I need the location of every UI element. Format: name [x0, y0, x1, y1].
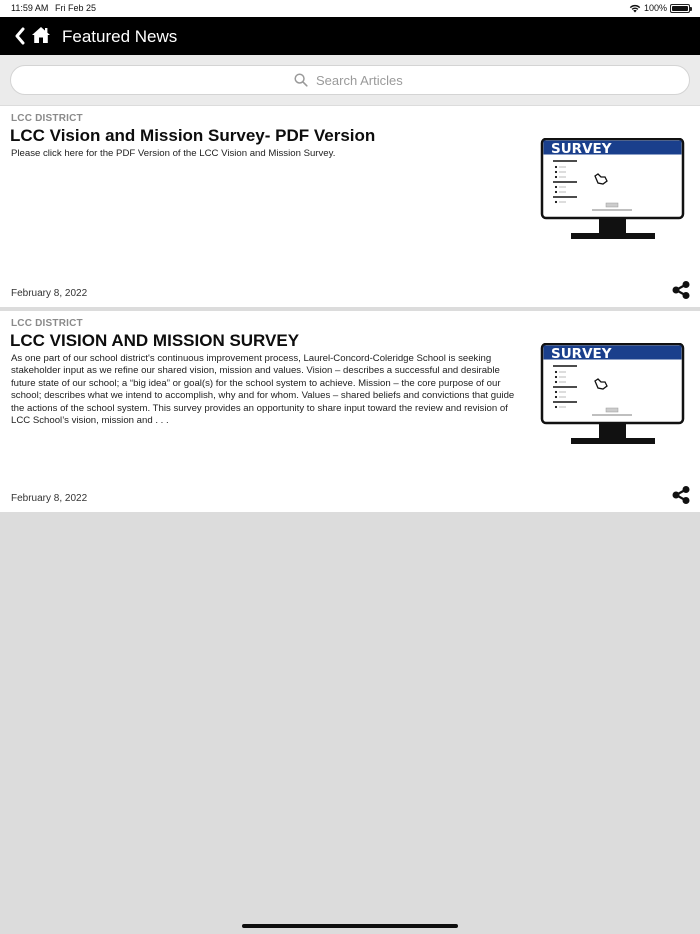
share-icon[interactable] — [671, 280, 691, 300]
search-icon — [294, 73, 308, 87]
article-card[interactable] — [0, 106, 700, 307]
article-category: LCC DISTRICT — [11, 113, 83, 124]
article-card[interactable] — [0, 311, 700, 512]
article-date: February 8, 2022 — [11, 288, 88, 299]
battery-icon — [670, 4, 690, 13]
wifi-icon — [629, 4, 641, 13]
article-date: February 8, 2022 — [11, 493, 88, 504]
nav-bar — [0, 17, 700, 55]
page-title: Featured News — [62, 27, 178, 46]
survey-thumbnail-image[interactable] — [540, 138, 685, 241]
status-indicators — [629, 3, 690, 13]
survey-banner-text: SURVEY — [551, 346, 612, 362]
article-title[interactable]: LCC Vision and Mission Survey- PDF Version — [10, 126, 376, 145]
article-category: LCC DISTRICT — [11, 318, 83, 329]
battery-percent: 100% — [643, 3, 667, 13]
status-bar — [0, 0, 700, 17]
status-date: Fri Feb 25 — [55, 3, 97, 13]
article-summary: Please click here for the PDF Version of the LCC Vision and Mission Survey. — [11, 148, 336, 159]
search-input[interactable] — [316, 73, 406, 88]
search-inner — [11, 66, 689, 94]
search-bar-container — [0, 55, 700, 105]
survey-thumbnail-image[interactable] — [540, 343, 685, 446]
status-time: 11:59 AM — [11, 3, 49, 13]
article-title[interactable]: LCC VISION AND MISSION SURVEY — [10, 331, 300, 350]
article-summary: As one part of our school district's continuous improvement process, Laurel-Concord-Coleridge School is seeking stakeholder input as we refine our shared vision, mission and values. Vision – describes a successful and desirable future state of our school; a “big idea” or goal(s) for the school system to achieve. Mission – the core purpose of our school; describes what we intend to accomplish, why and for whom. Values – shared beliefs and convictions that guide the actions of the school system. This survey provides an opportunity to share input toward the review and revision of LCC School’s vision, mission and . . . — [11, 353, 515, 427]
home-icon[interactable] — [31, 26, 51, 44]
battery-fill — [672, 6, 688, 11]
survey-banner-text: SURVEY — [551, 141, 612, 157]
home-indicator[interactable] — [242, 924, 458, 928]
chevron-left-icon[interactable] — [14, 27, 26, 45]
search-box[interactable] — [10, 65, 690, 95]
share-icon[interactable] — [671, 485, 691, 505]
